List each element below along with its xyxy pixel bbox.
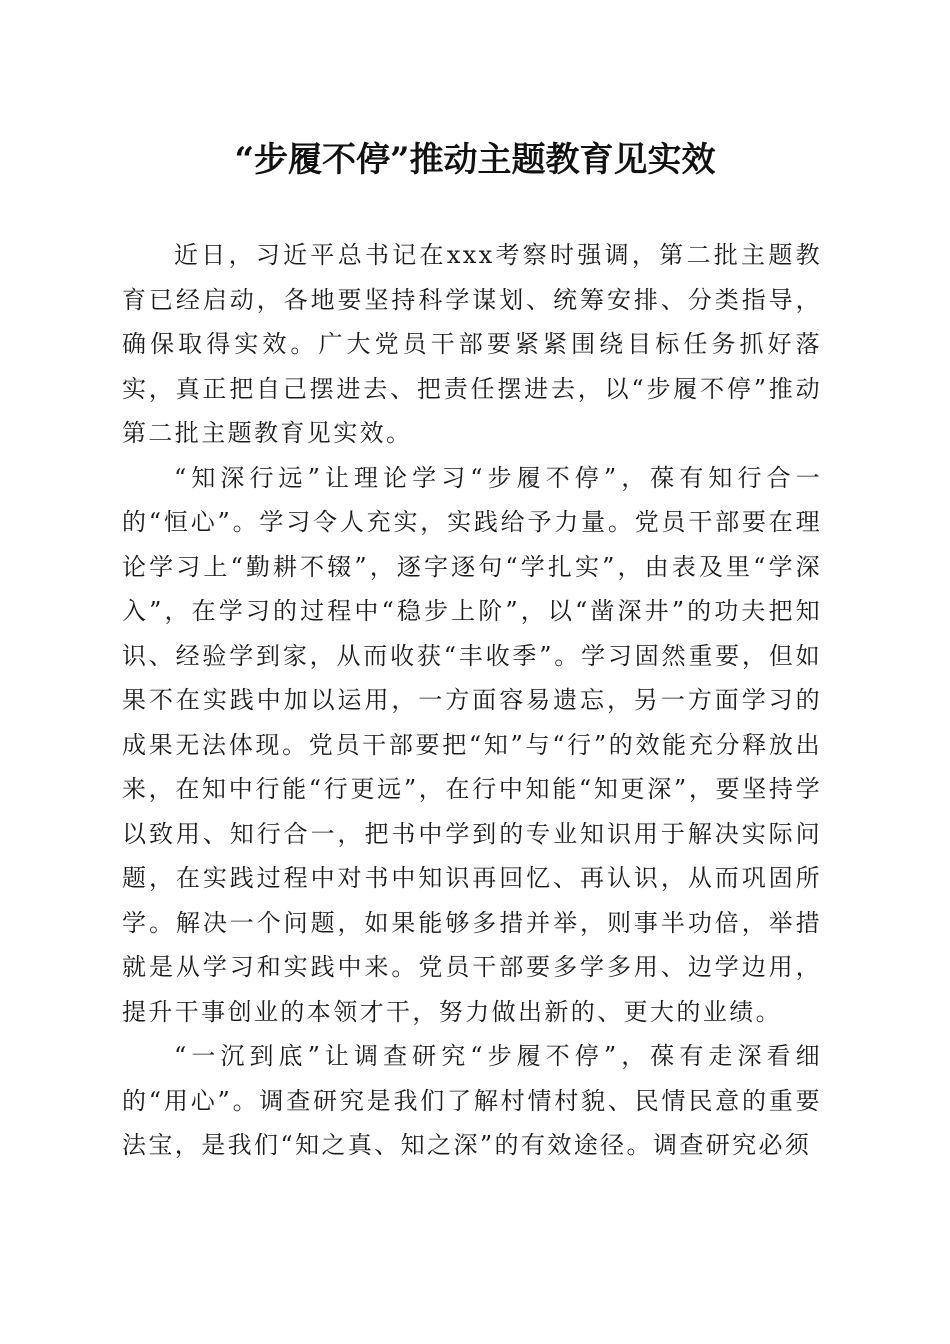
paragraph-3: “一沉到底”让调查研究“步履不停”，葆有走深看细的“用心”。调查研究是我们了解村情村貌、民情民意的重要法宝，是我们“知之真、知之深”的有效途径。调查研究必须: [122, 1042, 822, 1159]
document-body: [122, 233, 822, 1168]
paragraph-2: “知深行远”让理论学习“步履不停”，葆有知行合一的“恒心”。学习令人充实，实践给予力量。党员干部要在理论学习上“勤耕不辍”，逐字逐句“学扎实”，由表及里“学深入”，在学习的过程中“稳步上阶”，以“凿深井”的功夫把知识、经验学到家，从而收获“丰收季”。学习固然重要，但如果不在实践中加以运用，一方面容易遗忘，另一方面学习的成果无法体现。党员干部要把“知”与“行”的效能充分释放出来，在知中行能“行更远”，在行中知能“知更深”，要坚持学以致用、知行合一，把书中学到的专业知识用于解决实际问题，在实践过程中对书中知识再回忆、再认识，从而巩固所学。解决一个问题，如果能够多措并举，则事半功倍，举措就是从学习和实践中来。党员干部要多学多用、边学边用，提升干事创业的本领才干，努力做出新的、更大的业绩。: [122, 463, 822, 1026]
paragraph-1: 近日，习近平总书记在xxx考察时强调，第二批主题教育已经启动，各地要坚持科学谋划、统筹安排、分类指导，确保取得实效。广大党员干部要紧紧围绕目标任务抓好落实，真正把自己摆进去、把责任摆进去，以“步履不停”推动第二批主题教育见实效。: [122, 241, 822, 447]
document-title: “步履不停”推动主题教育见实效: [234, 140, 716, 180]
